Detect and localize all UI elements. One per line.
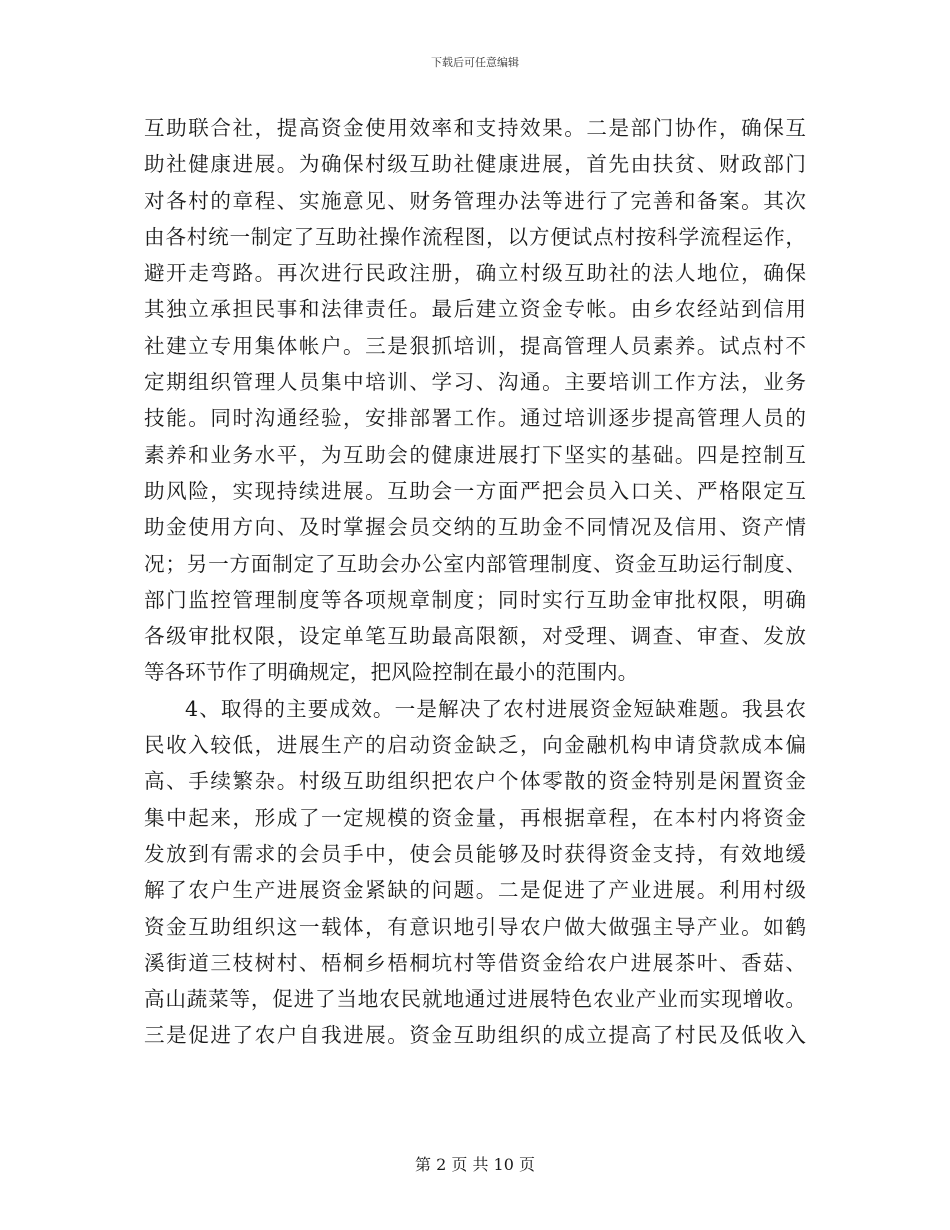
text-line: 社建立专用集体帐户。三是狠抓培训，提高管理人员素养。试点村不 xyxy=(144,333,806,358)
text-line: 互助联合社，提高资金使用效率和支持效果。二是部门协作，确保互 xyxy=(144,116,806,140)
text-line: 其独立承担民事和法律责任。最后建立资金专帐。由乡农经站到信用 xyxy=(144,297,806,322)
page-number: 第 2 页 共 10 页 xyxy=(415,1155,535,1174)
text-line: 助社健康进展。为确保村级互助社健康进展，首先由扶贫、财政部门 xyxy=(144,152,806,177)
page-header: 下载后可任意编辑 xyxy=(431,56,519,69)
text-line: 助风险，实现持续进展。互助会一方面严把会员入口关、严格限定互 xyxy=(144,478,806,503)
text-line: 等各环节作了明确规定，把风险控制在最小的范围内。 xyxy=(144,660,639,685)
text-line: 助金使用方向、及时掌握会员交纳的互助金不同情况及信用、资产情 xyxy=(144,515,806,540)
text-line: 部门监控管理制度等各项规章制度；同时实行互助金审批权限，明确 xyxy=(144,587,806,612)
text-line: 集中起来，形成了一定规模的资金量，再根据章程，在本村内将资金 xyxy=(144,805,806,830)
text-line: 由各村统一制定了互助社操作流程图，以方便试点村按科学流程运作， xyxy=(144,224,806,249)
text-line: 各级审批权限，设定单笔互助最高限额，对受理、调查、审查、发放 xyxy=(144,624,806,649)
text-line: 溪街道三枝树村、梧桐乡梧桐坑村等借资金给农户进展茶叶、香菇、 xyxy=(144,950,806,975)
text-line: 定期组织管理人员集中培训、学习、沟通。主要培训工作方法，业务 xyxy=(144,370,806,395)
text-line: 4、取得的主要成效。一是解决了农村进展资金短缺难题。我县农 xyxy=(185,696,806,721)
text-line: 避开走弯路。再次进行民政注册，确立村级互助社的法人地位，确保 xyxy=(144,261,806,286)
document-body xyxy=(144,110,806,1054)
text-line: 素养和业务水平，为互助会的健康进展打下坚实的基础。四是控制互 xyxy=(144,442,806,467)
text-line: 况；另一方面制定了互助会办公室内部管理制度、资金互助运行制度、 xyxy=(144,551,806,576)
text-line: 高山蔬菜等，促进了当地农民就地通过进展特色农业产业而实现增收。 xyxy=(144,987,806,1012)
text-line: 资金互助组织这一载体，有意识地引导农户做大做强主导产业。如鹤 xyxy=(144,914,806,939)
text-line: 解了农户生产进展资金紧缺的问题。二是促进了产业进展。利用村级 xyxy=(144,878,806,903)
text-line: 民收入较低，进展生产的启动资金缺乏，向金融机构申请贷款成本偏 xyxy=(144,733,806,758)
text-line: 对各村的章程、实施意见、财务管理办法等进行了完善和备案。其次 xyxy=(144,188,806,213)
text-line: 高、手续繁杂。村级互助组织把农户个体零散的资金特别是闲置资金 xyxy=(144,769,806,794)
text-line: 技能。同时沟通经验，安排部署工作。通过培训逐步提高管理人员的 xyxy=(144,406,806,431)
paragraph-2 xyxy=(144,691,806,1054)
paragraph-1 xyxy=(144,110,806,691)
text-line: 三是促进了农户自我进展。资金互助组织的成立提高了村民及低收入 xyxy=(144,1023,806,1048)
text-line: 发放到有需求的会员手中，使会员能够及时获得资金支持，有效地缓 xyxy=(144,841,806,866)
